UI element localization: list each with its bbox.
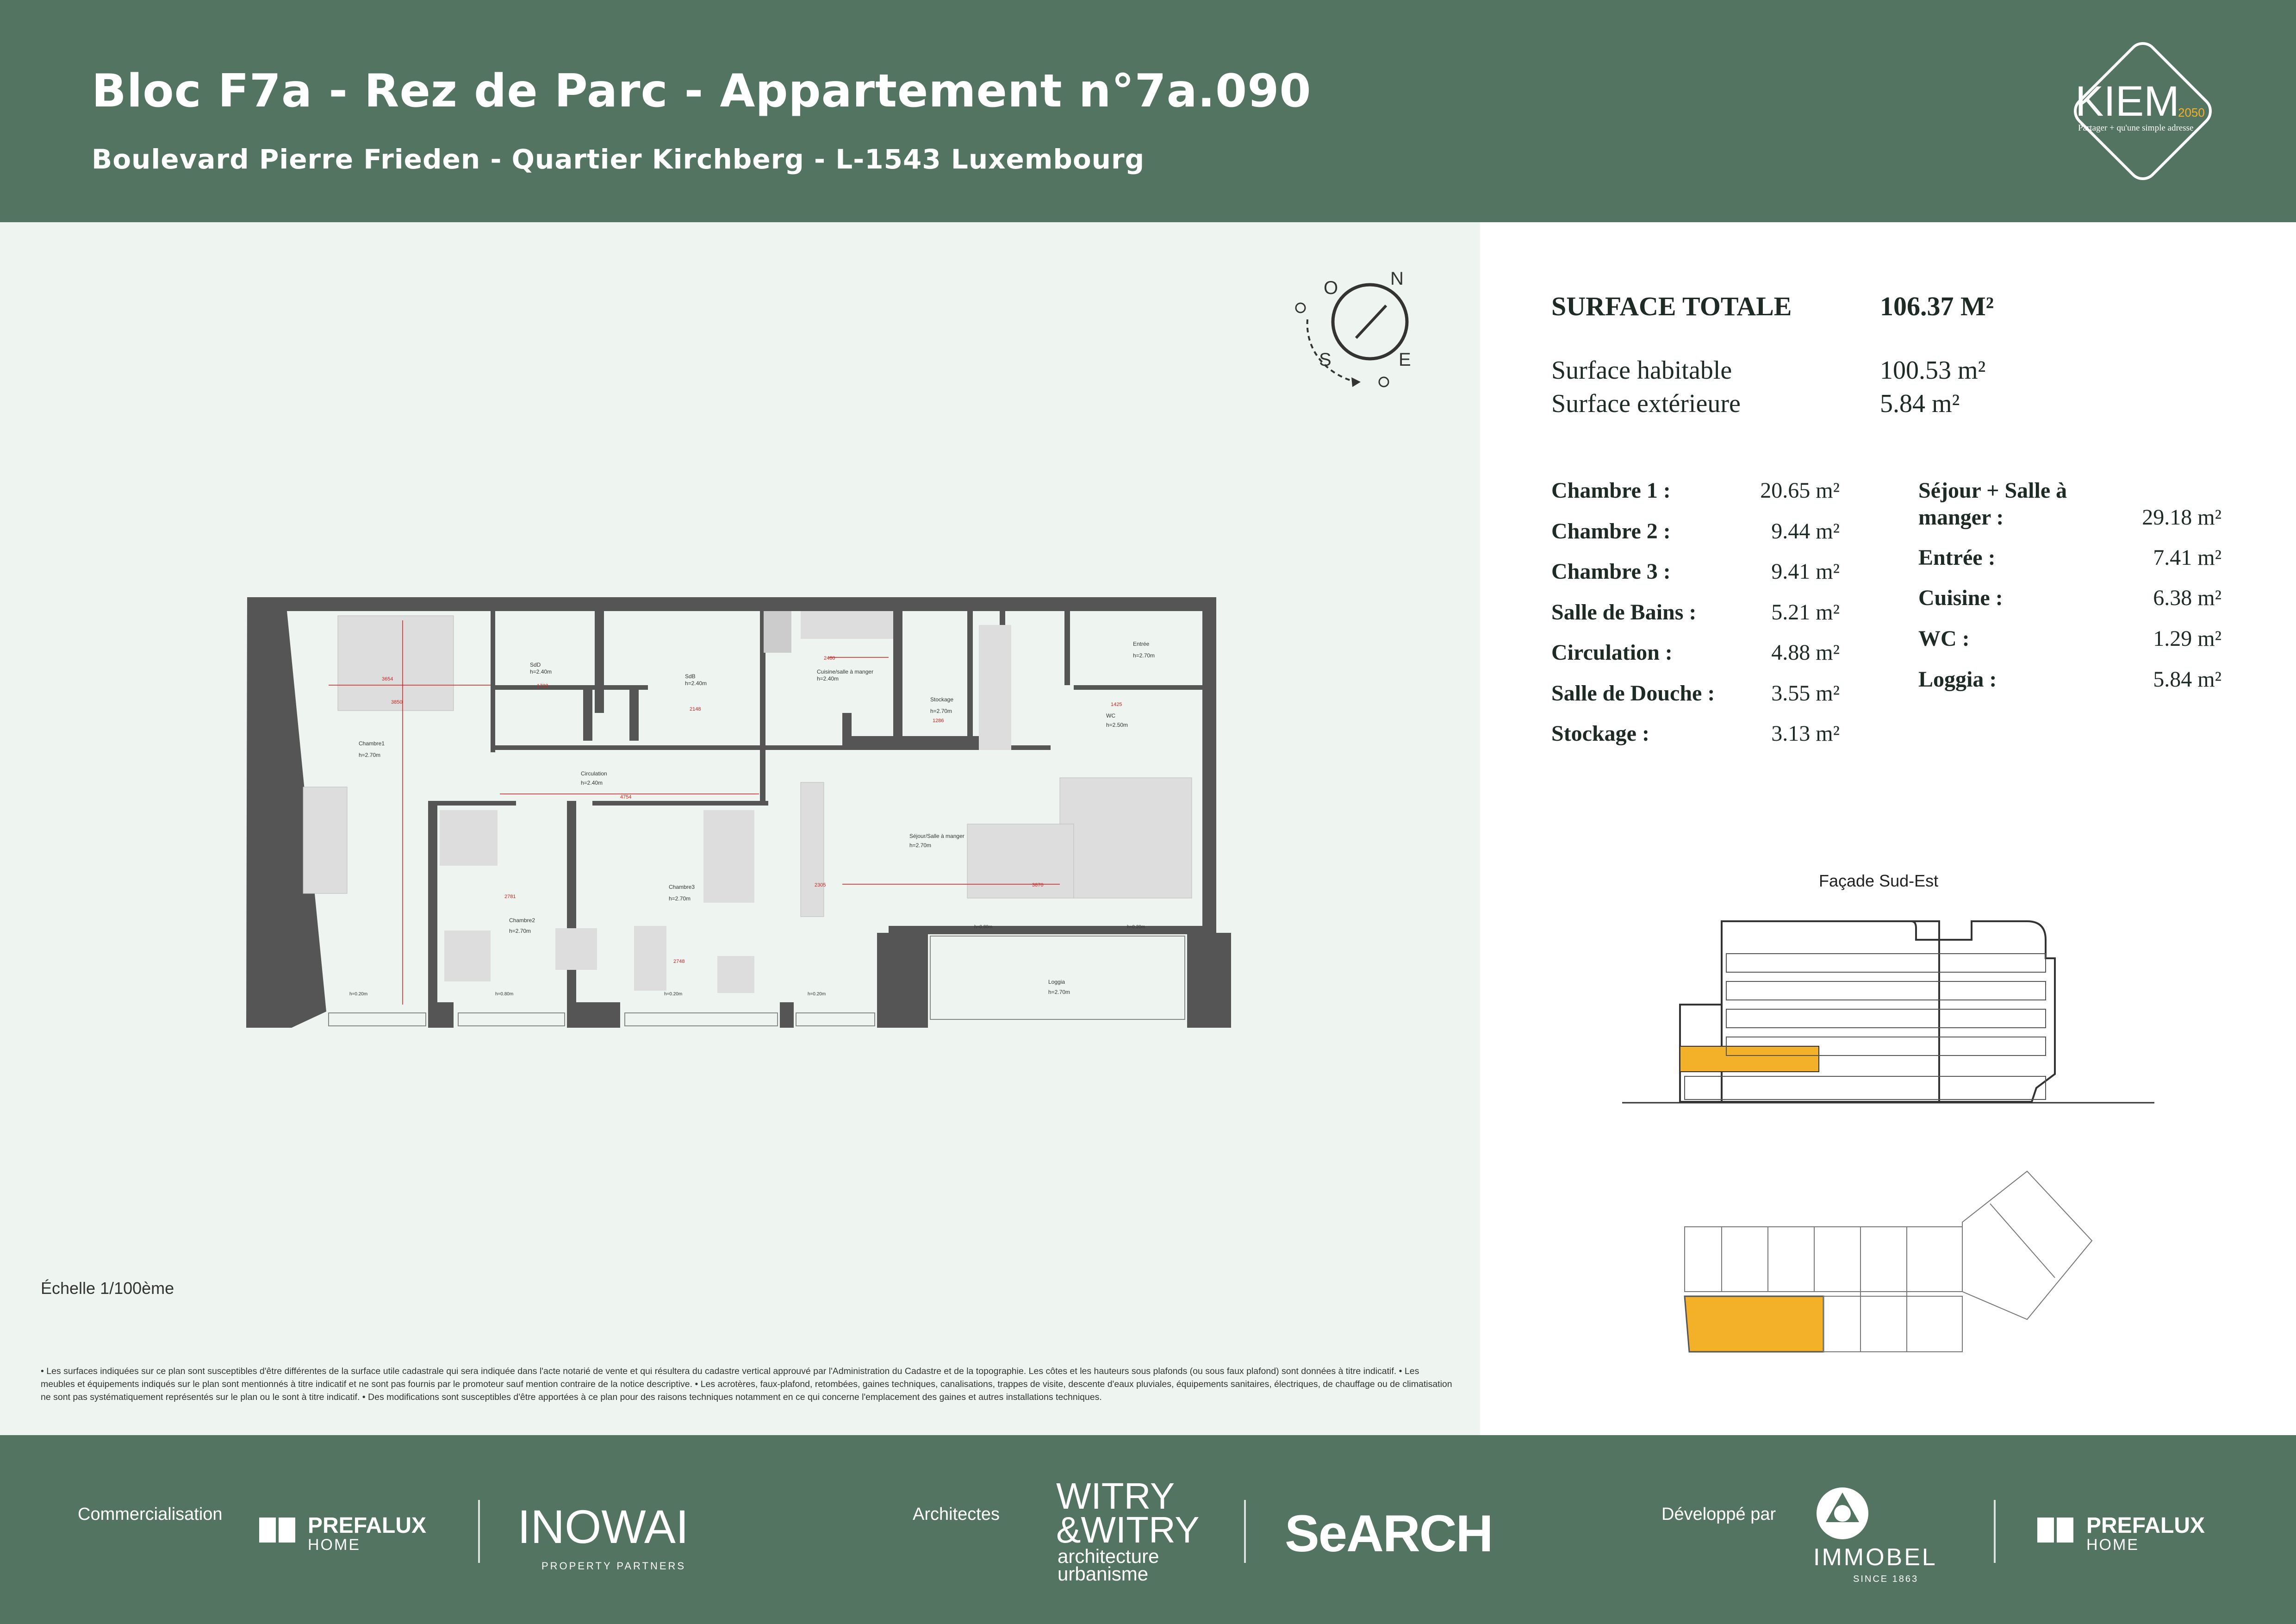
inowai-sub: PROPERTY PARTNERS bbox=[541, 1560, 686, 1572]
compass-s: S bbox=[1319, 350, 1332, 370]
prefalux-icon bbox=[2037, 1518, 2073, 1543]
label-entree: Entrée bbox=[1133, 641, 1150, 647]
dim-6: 4754 bbox=[620, 794, 632, 800]
compass bbox=[1287, 269, 1425, 394]
label-wc: WC bbox=[1106, 712, 1115, 719]
room-name: WC : bbox=[1918, 626, 1970, 651]
dim-10: 2305 bbox=[815, 882, 826, 888]
dim-5: 1425 bbox=[1111, 702, 1122, 707]
surface-exterieure-value: 5.84 m² bbox=[1880, 389, 1960, 418]
room-name: Chambre 2 : bbox=[1551, 519, 1671, 543]
prefalux-wordmark: PREFALUX bbox=[308, 1513, 427, 1538]
dim-0: 3654 bbox=[382, 676, 393, 682]
surface-habitable-label: Surface habitable bbox=[1551, 356, 1732, 385]
surface-exterieure-label: Surface extérieure bbox=[1551, 389, 1741, 418]
label-wc-h: h=2.50m bbox=[1106, 722, 1128, 728]
label-sdb: SdB bbox=[685, 673, 696, 680]
sill-4: h=0.80m bbox=[974, 924, 993, 930]
developpe-label: Développé par bbox=[1661, 1505, 1776, 1524]
label-chambre3: Chambre3 bbox=[669, 884, 695, 890]
room-value: 7.41 m² bbox=[2153, 545, 2221, 570]
scale-label: Échelle 1/100ème bbox=[41, 1279, 174, 1298]
room-name: Stockage : bbox=[1551, 721, 1649, 746]
sill-2: h=0.20m bbox=[664, 992, 683, 997]
room-value: 3.13 m² bbox=[1771, 721, 1840, 746]
immobel-wordmark: IMMOBEL bbox=[1813, 1544, 1937, 1571]
label-cuisine-h: h=2.40m bbox=[817, 675, 839, 682]
room-name: Chambre 3 : bbox=[1551, 559, 1671, 584]
key-plan bbox=[1675, 1167, 2101, 1361]
immobel-icon bbox=[1815, 1486, 1870, 1541]
room-name: Séjour + Salle à bbox=[1918, 478, 2067, 503]
room-value: 20.65 m² bbox=[1760, 478, 1840, 503]
room-value: 4.88 m² bbox=[1771, 640, 1840, 665]
room-value: 9.41 m² bbox=[1771, 559, 1840, 584]
label-sdd: SdD bbox=[530, 662, 541, 668]
inowai-wordmark: INOWAI bbox=[517, 1500, 689, 1553]
witry-line1: WITRY bbox=[1056, 1475, 1175, 1517]
footer-divider bbox=[1244, 1500, 1246, 1563]
footer-divider bbox=[1994, 1500, 1996, 1563]
logo-tagline: Partager + qu'une simple adresse bbox=[2078, 123, 2194, 133]
commercialisation-label: Commercialisation bbox=[78, 1505, 223, 1524]
room-name: Chambre 1 : bbox=[1551, 478, 1671, 503]
label-stockage: Stockage bbox=[930, 696, 954, 703]
witry-line2: &WITRY bbox=[1056, 1509, 1200, 1550]
witry-line4: urbanisme bbox=[1058, 1563, 1149, 1585]
room-name: Loggia : bbox=[1918, 667, 1997, 692]
room-name: Salle de Bains : bbox=[1551, 600, 1697, 625]
room-name: Entrée : bbox=[1918, 545, 1996, 570]
room-name: Cuisine : bbox=[1918, 586, 2003, 610]
dim-2: 1723 bbox=[537, 683, 548, 689]
dim-1: 3850 bbox=[391, 700, 403, 705]
search-wordmark: SeARCH bbox=[1285, 1505, 1493, 1562]
footer-divider bbox=[478, 1500, 480, 1563]
surface-habitable-value: 100.53 m² bbox=[1880, 356, 1986, 385]
page-address: Boulevard Pierre Frieden - Quartier Kirchberg - L-1543 Luxembourg bbox=[92, 144, 1145, 175]
compass-e: E bbox=[1399, 350, 1411, 370]
sill-1: h=0.80m bbox=[495, 992, 514, 997]
prefalux-icon bbox=[259, 1518, 295, 1543]
dim-9: 3870 bbox=[1032, 882, 1044, 888]
floor-plan bbox=[241, 588, 1240, 1032]
room-name-line2: manger : bbox=[1918, 505, 2004, 530]
label-loggia: Loggia bbox=[1048, 979, 1065, 985]
surface-total-value: 106.37 M² bbox=[1880, 291, 1994, 321]
room-value: 9.44 m² bbox=[1771, 519, 1840, 543]
label-sdb-h: h=2.40m bbox=[685, 680, 707, 687]
sill-3: h=0.20m bbox=[808, 992, 826, 997]
compass-o: O bbox=[1324, 278, 1338, 298]
label-cuisine: Cuisine/salle à manger bbox=[817, 668, 874, 675]
label-sejour: Séjour/Salle à manger bbox=[909, 833, 964, 839]
sill-0: h=0.20m bbox=[349, 992, 368, 997]
disclaimer: • Les surfaces indiquées sur ce plan sont susceptibles d'être différentes de la surface utile cadastrale qui sera indiquée dans l'acte notarié de vente et qui résultera du cadastre vertical approuvé par l'Administration du Cadastre et de la topographie. Les côtes et les hauteurs sous plafonds (ou sous faux plafond) sont données à titre indicatif. • Les meubles et équipements indiqués sur le plan sont mentionnés à titre indicatif et ne sont pas fournis par le promoteur sauf mention contraire de la notice descriptive. • Les acrotères, faux-plafond, retombées, gaines techniques, canalisations, trappes de visite, descente d'eaux pluviales, équipements sanitaires, électriques, de chauffage ou de climatisation ne sont pas systématiquement représentés sur le plan ou le sont à titre indicatif. • Des modifications sont susceptibles d'être apportées à ce plan pour des raisons techniques notamment en ce qui concerne l'emplacement des gaines et autres installations techniques. bbox=[41, 1366, 1452, 1402]
room-value: 5.21 m² bbox=[1771, 600, 1840, 625]
room-value: 29.18 m² bbox=[2142, 505, 2221, 530]
label-chambre2: Chambre2 bbox=[509, 917, 535, 924]
label-chambre2-h: h=2.70m bbox=[509, 928, 531, 934]
label-chambre3-h: h=2.70m bbox=[669, 895, 691, 902]
logo-year: 2050 bbox=[2178, 106, 2205, 119]
label-entree-h: h=2.70m bbox=[1133, 652, 1155, 659]
surface-total-label: SURFACE TOTALE bbox=[1551, 291, 1792, 321]
dim-8: 2748 bbox=[673, 959, 685, 964]
dim-4: 2480 bbox=[824, 656, 835, 661]
label-sdd-h: h=2.40m bbox=[530, 668, 552, 675]
kiem-logo bbox=[2055, 23, 2231, 199]
room-name: Salle de Douche : bbox=[1551, 681, 1715, 706]
label-stockage-h: h=2.70m bbox=[930, 708, 952, 714]
room-name: Circulation : bbox=[1551, 640, 1673, 665]
page-title: Bloc F7a - Rez de Parc - Appartement n°7a.090 bbox=[92, 65, 1312, 118]
facade-title: Façade Sud-Est bbox=[1819, 871, 1939, 890]
facade-elevation bbox=[1620, 912, 2157, 1111]
label-sejour-h: h=2.70m bbox=[909, 842, 932, 849]
compass-n: N bbox=[1390, 269, 1404, 289]
label-circulation-h: h=2.40m bbox=[581, 780, 603, 786]
room-value: 1.29 m² bbox=[2153, 626, 2221, 651]
label-chambre1: Chambre1 bbox=[359, 740, 385, 747]
label-chambre1-h: h=2.70m bbox=[359, 752, 381, 758]
label-circulation: Circulation bbox=[581, 770, 607, 777]
sill-5: h=0.20m bbox=[1127, 924, 1145, 930]
witry-line3: architecture bbox=[1058, 1545, 1159, 1567]
room-value: 6.38 m² bbox=[2153, 586, 2221, 610]
immobel-sub: SINCE 1863 bbox=[1853, 1574, 1919, 1584]
logo-text: KIEM bbox=[2075, 78, 2179, 125]
room-value: 3.55 m² bbox=[1771, 681, 1840, 706]
dim-7: 2781 bbox=[504, 894, 516, 899]
prefalux-home: HOME bbox=[308, 1536, 361, 1554]
dim-11: 1286 bbox=[933, 718, 944, 724]
prefalux-wordmark-2: PREFALUX bbox=[2086, 1513, 2205, 1538]
dim-3: 2148 bbox=[690, 706, 701, 712]
room-value: 5.84 m² bbox=[2153, 667, 2221, 692]
label-loggia-h: h=2.70m bbox=[1048, 989, 1070, 995]
architectes-label: Architectes bbox=[913, 1505, 1000, 1524]
prefalux-home-2: HOME bbox=[2086, 1536, 2139, 1554]
